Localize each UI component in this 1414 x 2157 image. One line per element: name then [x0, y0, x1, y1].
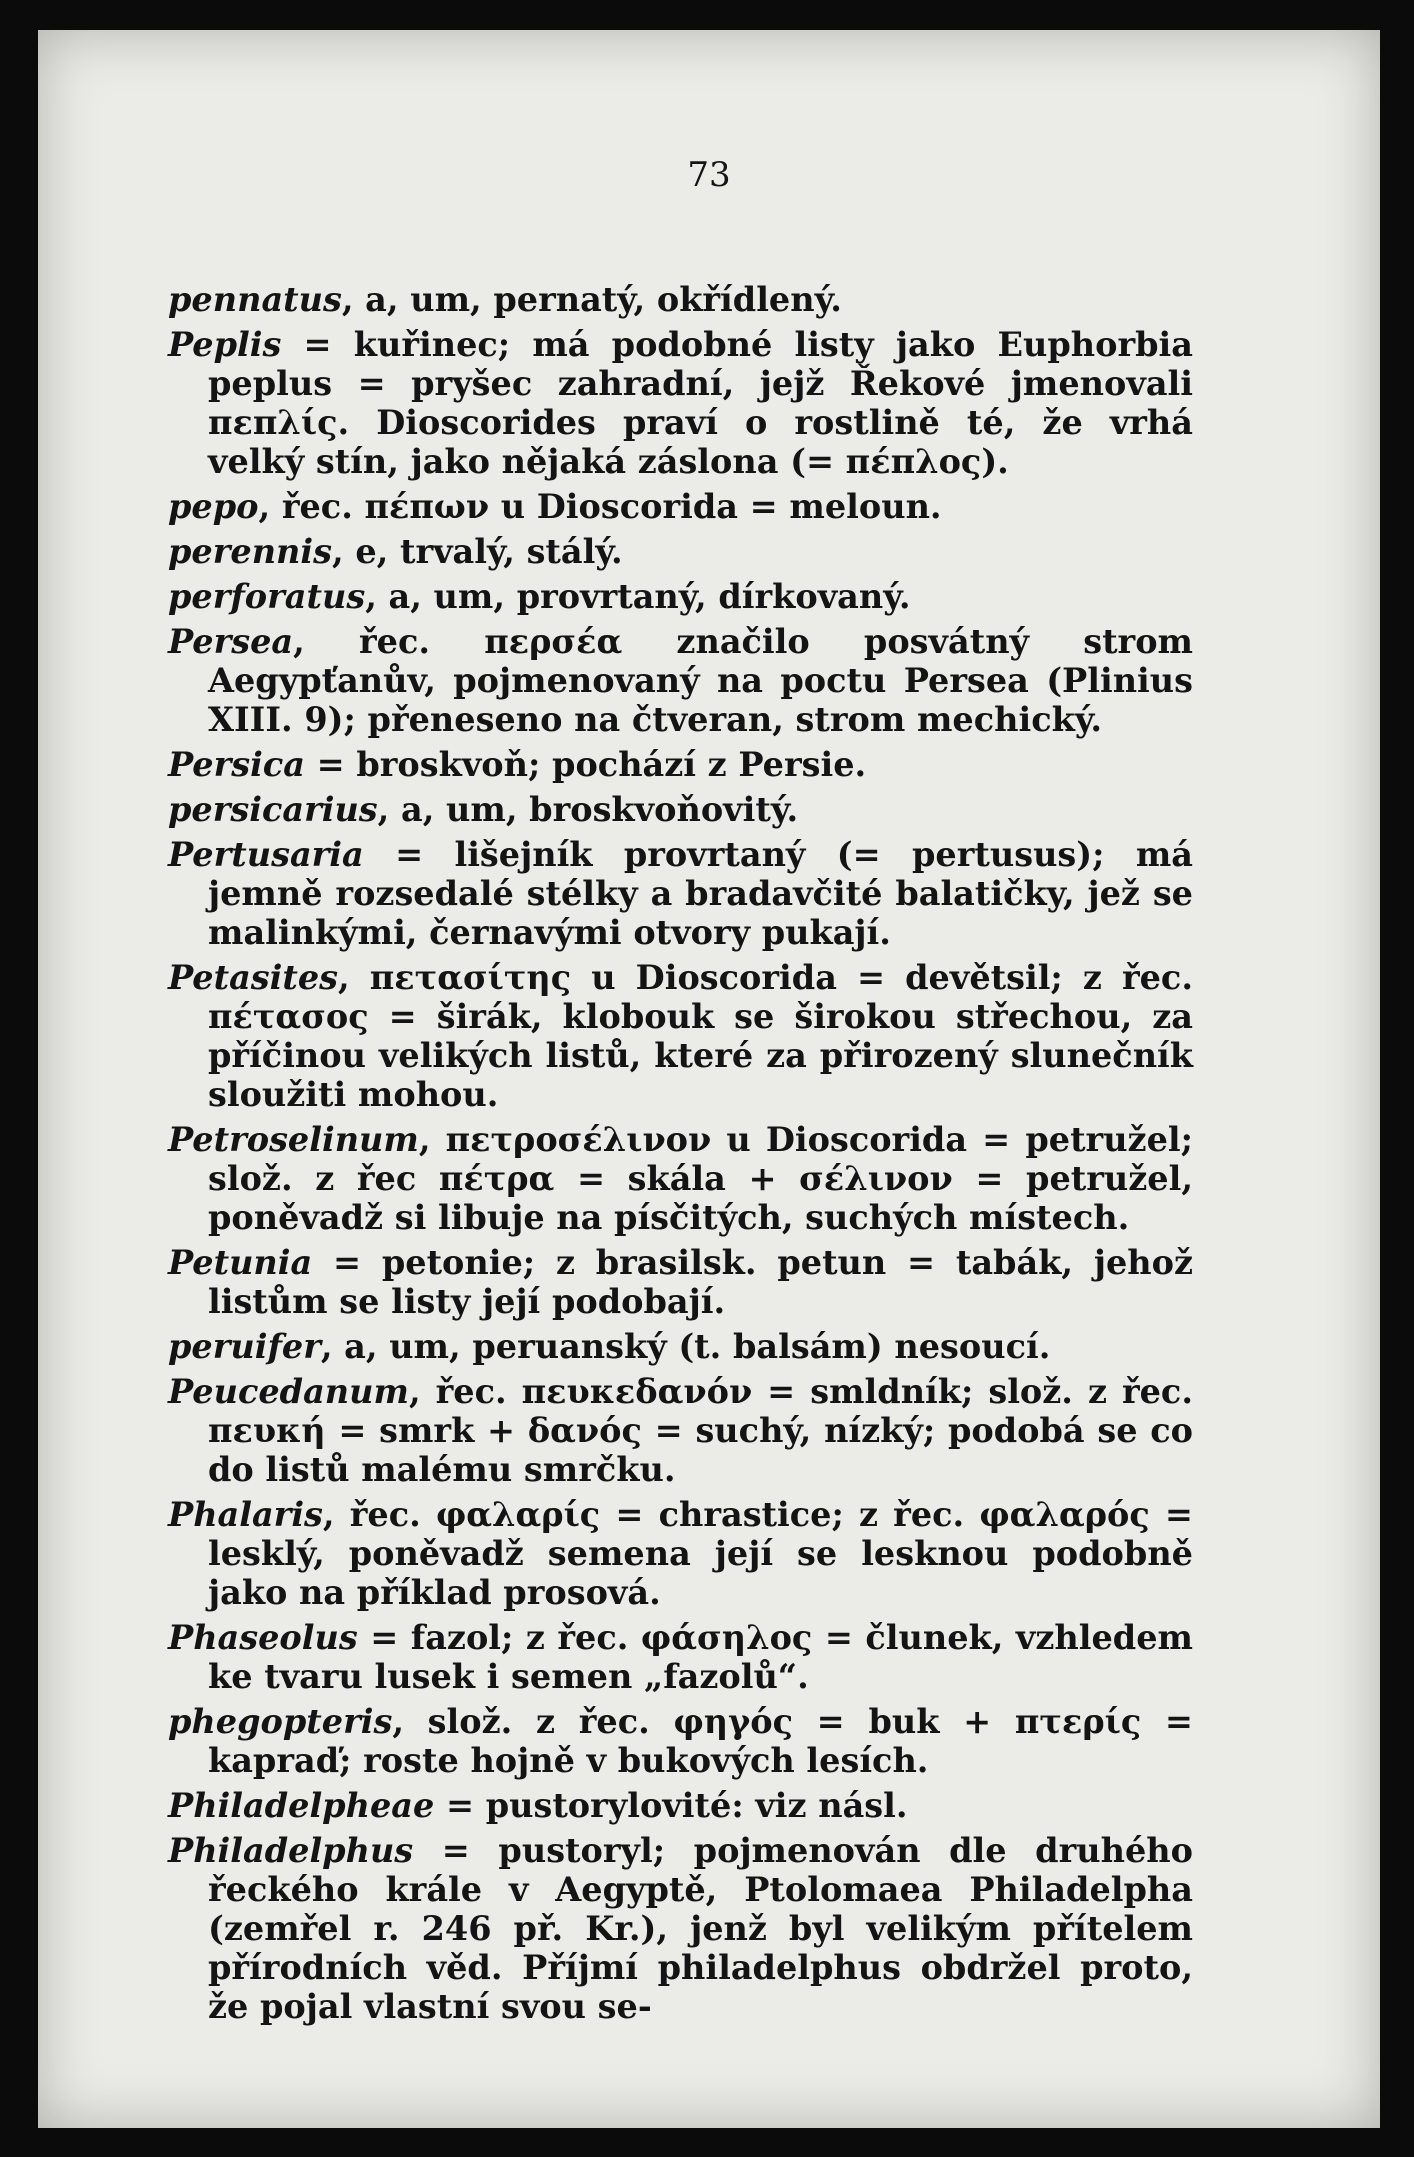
entry	[168, 532, 1193, 571]
entry-text: = petonie; z brasilsk. petun = tabák, jehož listům se listy její podobají.	[208, 1243, 1193, 1321]
entry-term: Peplis	[168, 325, 282, 364]
entry-term: Petroselinum	[168, 1120, 419, 1159]
entry	[168, 1120, 1193, 1237]
entry	[168, 325, 1193, 481]
entry-text: = pustorylovité: viz násl.	[434, 1786, 908, 1825]
entry-text: , řec. φαλαρίς = chrastice; z řec. φαλαρός = lesklý, poněvadž semena její se lesknou podobně jako na příklad prosová.	[208, 1495, 1193, 1612]
entry	[168, 835, 1193, 952]
entry	[168, 745, 1193, 784]
book-page	[38, 30, 1380, 2128]
entry	[168, 280, 1193, 319]
entry	[168, 1243, 1193, 1321]
entry-term: Pertusaria	[168, 835, 364, 874]
entry-term: Philadelphus	[168, 1831, 414, 1870]
entry-term: perennis	[168, 532, 332, 571]
entry-text: = lišejník provrtaný (= pertusus); má jemně rozsedalé stélky a bradavčité balatičky, jež se malinkými, černavými otvory pukají.	[208, 835, 1193, 952]
entry-text: = kuřinec; má podobné listy jako Euphorbia peplus = pryšec zahradní, jejž Řekové jmenovali πεπλίς. Dioscorides praví o rostlině té, že vrhá velký stín, jako nějaká záslona (= πέπλος).	[208, 325, 1193, 481]
dictionary-entries	[168, 280, 1193, 2032]
entry	[168, 790, 1193, 829]
entry-text: , řec. πέπων u Dioscorida = meloun.	[258, 487, 942, 526]
entry-text: , a, um, broskvoňovitý.	[377, 790, 799, 829]
entry-text: , πετροσέλινον u Dioscorida = petružel; slož. z řec πέτρα = skála + σέλινον = petružel, poněvadž si libuje na písčitých, suchých místech.	[208, 1120, 1193, 1237]
page-number: 73	[687, 155, 731, 195]
entry	[168, 622, 1193, 739]
entry-term: Persica	[168, 745, 305, 784]
entry-term: pepo	[168, 487, 259, 526]
entry-text: = broskvoň; pochází z Persie.	[304, 745, 867, 784]
entry	[168, 1786, 1193, 1825]
entry	[168, 1618, 1193, 1696]
entry-term: Petunia	[168, 1243, 313, 1282]
entry-text: = fazol; z řec. φάσηλος = člunek, vzhledem ke tvaru lusek i semen „fazolů“.	[208, 1618, 1193, 1696]
entry-term: Persea	[168, 622, 294, 661]
entry-term: Phaseolus	[168, 1618, 358, 1657]
entry-term: pennatus	[168, 280, 342, 319]
entry-text: = pustoryl; pojmenován dle druhého řeckého krále v Aegyptě, Ptolomaea Philadelpha (zemřel r. 246 př. Kr.), jenž byl velikým přítelem přírodních věd. Příjmí philadelphus obdržel proto, že pojal vlastní svou se-	[208, 1831, 1193, 2026]
entry-text: , slož. z řec. φηγός = buk + πτερίς = kapraď; roste hojně v bukových lesích.	[208, 1702, 1193, 1780]
entry	[168, 958, 1193, 1114]
entry-term: phegopteris	[168, 1702, 393, 1741]
entry-text: , řec. περσέα značilo posvátný strom Aegypťanův, pojmenovaný na poctu Persea (Plinius XIII. 9); přeneseno na čtveran, strom mechický.	[208, 622, 1193, 739]
entry-text: , řec. πευκεδανόν = smldník; slož. z řec. πευκή = smrk + δανός = suchý, nízký; podobá se co do listů malému smrčku.	[208, 1372, 1193, 1489]
entry-text: , a, um, pernatý, okřídlený.	[341, 280, 842, 319]
entry	[168, 487, 1193, 526]
entry	[168, 1702, 1193, 1780]
entry	[168, 577, 1193, 616]
entry-term: Phalaris	[168, 1495, 323, 1534]
entry	[168, 1495, 1193, 1612]
entry-term: Philadelpheae	[168, 1786, 435, 1825]
entry-term: Peucedanum	[168, 1372, 409, 1411]
entry-text: , a, um, peruanský (t. balsám) nesoucí.	[320, 1327, 1051, 1366]
entry-term: peruifer	[168, 1327, 321, 1366]
entry	[168, 1831, 1193, 2026]
entry-text: , e, trvalý, stálý.	[332, 532, 623, 571]
entry	[168, 1327, 1193, 1366]
entry-term: perforatus	[168, 577, 366, 616]
entry-text: , πετασίτης u Dioscorida = devětsil; z řec. πέτασος = širák, klobouk se širokou střechou, za příčinou velikých listů, které za přirozený slunečník sloužiti mohou.	[208, 958, 1193, 1114]
entry-term: persicarius	[168, 790, 378, 829]
entry	[168, 1372, 1193, 1489]
entry-term: Petasites	[168, 958, 339, 997]
entry-text: , a, um, provrtaný, dírkovaný.	[365, 577, 911, 616]
